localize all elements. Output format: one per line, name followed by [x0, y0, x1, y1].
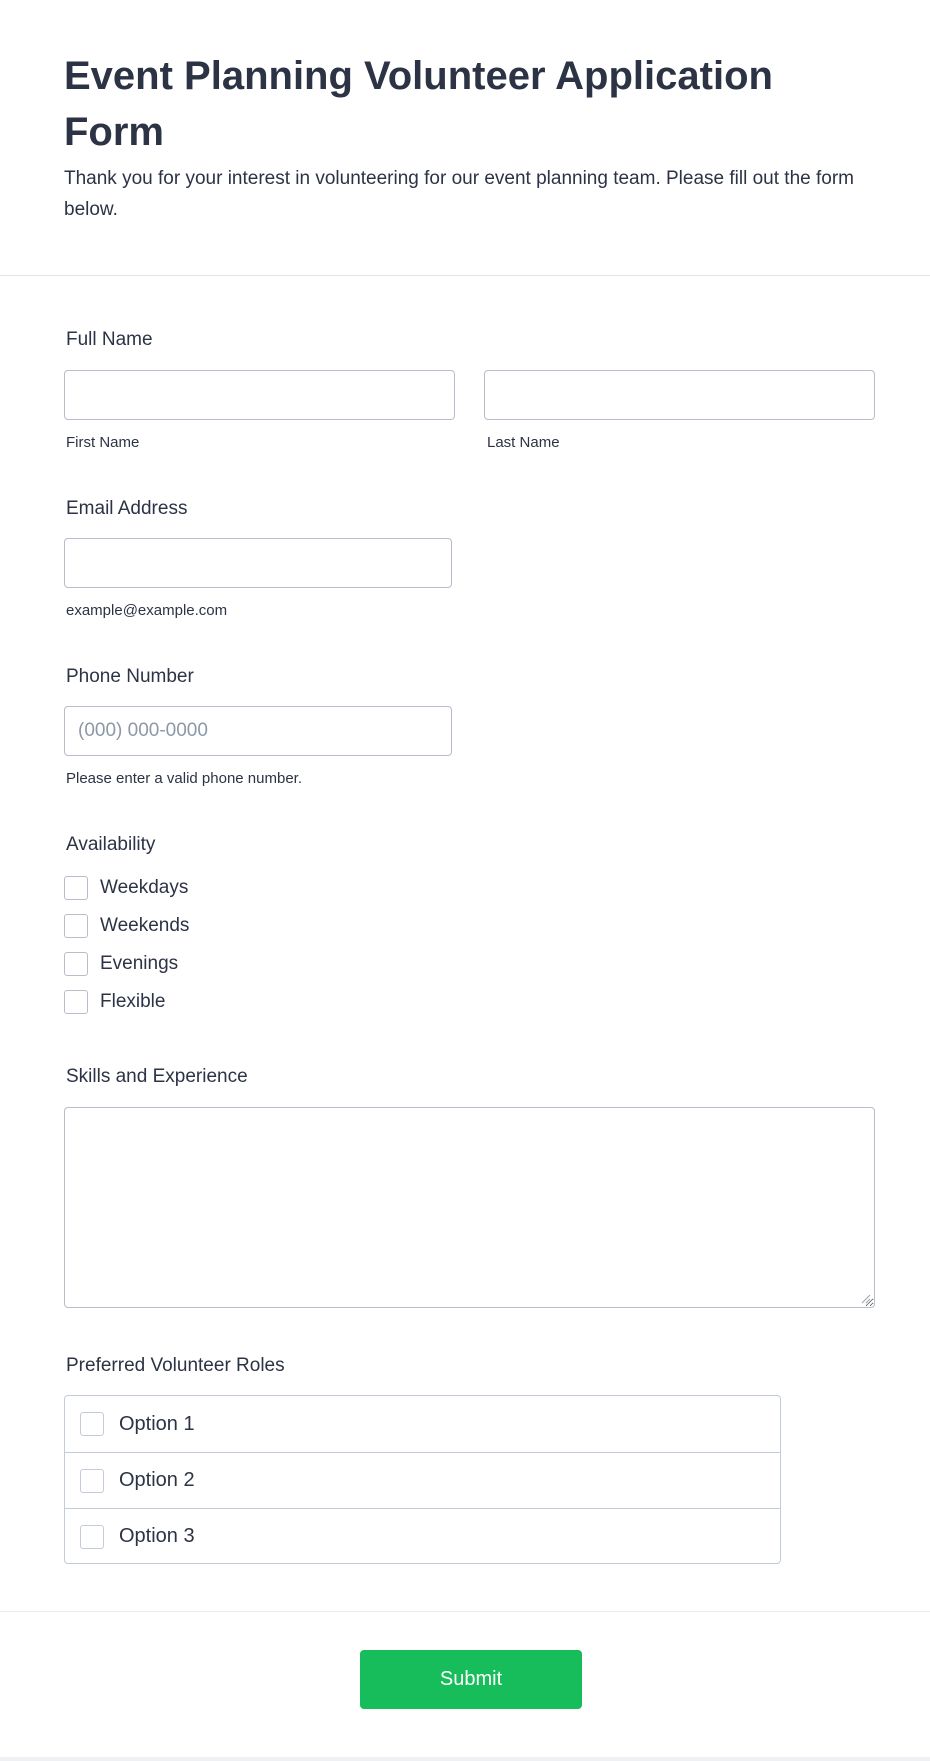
- availability-label: Availability: [66, 834, 156, 855]
- checkbox[interactable]: [64, 914, 88, 938]
- email-label: Email Address: [66, 498, 188, 519]
- availability-option-flexible[interactable]: [64, 989, 165, 1015]
- availability-option-weekdays[interactable]: [64, 875, 188, 901]
- checkbox[interactable]: [64, 990, 88, 1014]
- roles-option-1[interactable]: [65, 1396, 780, 1452]
- form-subtitle: Thank you for your interest in volunteering for our event planning team. Please fill out the form below.: [64, 168, 854, 220]
- availability-option-weekends[interactable]: [64, 913, 189, 939]
- skills-textarea[interactable]: [64, 1107, 875, 1308]
- footer-divider: [0, 1611, 930, 1612]
- roles-option-label: Option 2: [119, 1469, 195, 1491]
- skills-label: Skills and Experience: [66, 1066, 248, 1087]
- availability-option-evenings[interactable]: [64, 951, 178, 977]
- first-name-sublabel: First Name: [66, 434, 140, 451]
- roles-option-label: Option 3: [119, 1525, 195, 1547]
- availability-option-label: Evenings: [100, 953, 179, 974]
- last-name-input[interactable]: [484, 370, 875, 420]
- phone-sublabel: Please enter a valid phone number.: [66, 770, 302, 787]
- submit-button[interactable]: Submit: [360, 1650, 582, 1709]
- form-header: [0, 0, 930, 276]
- roles-option-3[interactable]: [65, 1508, 780, 1564]
- phone-input[interactable]: [64, 706, 452, 756]
- last-name-sublabel: Last Name: [487, 434, 560, 451]
- roles-option-2[interactable]: [65, 1452, 780, 1508]
- checkbox[interactable]: [80, 1412, 104, 1436]
- roles-options-list: [64, 1395, 781, 1564]
- email-input[interactable]: [64, 538, 452, 588]
- checkbox[interactable]: [64, 876, 88, 900]
- bottom-strip: [0, 1757, 930, 1761]
- email-sublabel: example@example.com: [66, 602, 228, 619]
- availability-option-label: Weekends: [100, 915, 190, 936]
- phone-label: Phone Number: [66, 666, 194, 687]
- form-title: Event Planning Volunteer Application Form: [64, 54, 773, 154]
- full-name-label: Full Name: [66, 329, 153, 350]
- first-name-input[interactable]: [64, 370, 455, 420]
- checkbox[interactable]: [80, 1469, 104, 1493]
- roles-option-label: Option 1: [119, 1412, 195, 1435]
- availability-option-label: Flexible: [100, 991, 166, 1012]
- availability-option-label: Weekdays: [100, 877, 189, 898]
- checkbox[interactable]: [64, 952, 88, 976]
- roles-label: Preferred Volunteer Roles: [66, 1355, 285, 1376]
- checkbox[interactable]: [80, 1525, 104, 1549]
